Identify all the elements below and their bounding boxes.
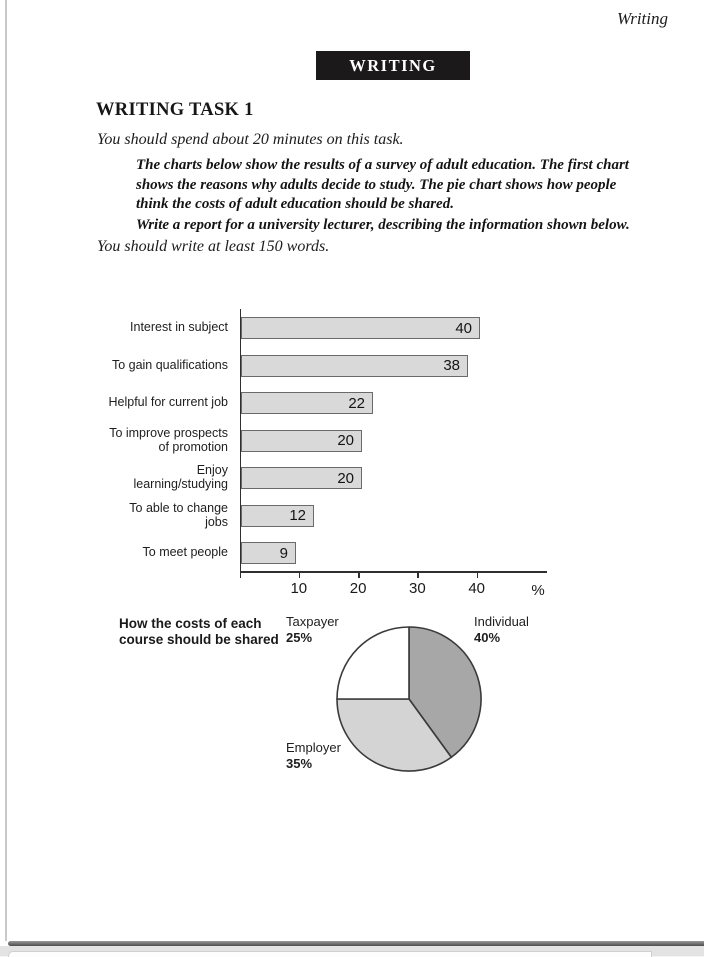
bar-category-label: Helpful for current job [108, 395, 228, 409]
x-axis-tick-label: 30 [409, 580, 426, 597]
bar [241, 505, 314, 527]
pie-title-line: How the costs of each [119, 616, 262, 631]
pie-label-name: Taxpayer [286, 614, 339, 629]
x-axis-tick-mark [417, 573, 419, 578]
task-prompt-line: think the costs of adult education should be shared. [136, 196, 454, 212]
running-head: Writing [616, 9, 668, 28]
pie-title-line: course should be shared [119, 632, 279, 647]
bar [241, 430, 362, 452]
word-count-note: You should write at least 150 words. [97, 238, 330, 255]
bar-category-label: To meet people [142, 545, 228, 559]
time-note: You should spend about 20 minutes on this task. [97, 131, 404, 148]
x-axis-line [240, 571, 547, 573]
pie-label-employer [286, 740, 341, 772]
bar-value-label: 40 [455, 319, 472, 337]
pie-label-name: Employer [286, 740, 341, 755]
bar-value-label: 9 [279, 544, 288, 562]
next-page-edge [8, 951, 652, 957]
bar-category-label: Interest in subject [130, 320, 228, 334]
x-axis-tick-mark [477, 573, 479, 578]
pie-slice-taxpayer [337, 627, 409, 699]
x-axis-tick-label: 20 [349, 580, 367, 597]
bar-value-label: 22 [348, 394, 365, 412]
x-axis-tick-mark [240, 573, 242, 578]
x-axis-tick-mark [358, 573, 360, 578]
report-instruction: Write a report for a university lecturer, describing the information shown below. [136, 217, 630, 233]
bar [241, 542, 296, 564]
bar [241, 355, 468, 377]
x-axis-tick-label: 40 [468, 580, 486, 597]
pie-label-individual [474, 614, 529, 646]
bar-value-label: 20 [337, 432, 354, 449]
bar-category-label: To improve prospects of promotion [109, 425, 228, 454]
task-prompt-line: The charts below show the results of a survey of adult education. The first chart [136, 157, 629, 173]
bar [241, 467, 362, 489]
bar-category-label: To able to change jobs [129, 500, 228, 529]
pie-label-name: Individual [474, 614, 529, 629]
section-banner-label: WRITING [349, 55, 437, 75]
pie-chart-title [119, 616, 279, 648]
pie-label-percent: 25% [286, 630, 313, 645]
pie-label-percent: 40% [474, 630, 501, 645]
pie-label-taxpayer [286, 614, 339, 646]
bar-value-label: 38 [443, 357, 460, 374]
x-axis-tick-mark [299, 573, 301, 578]
task-prompt [136, 156, 629, 215]
pie-label-percent: 35% [286, 756, 313, 771]
bar-category-label: Enjoy learning/studying [133, 463, 228, 491]
x-axis-unit-label: % [531, 582, 545, 599]
page-left-edge [5, 0, 7, 941]
pie-graphic [334, 624, 484, 774]
task-prompt-line: shows the reasons why adults decide to study. The pie chart shows how people [136, 176, 617, 193]
x-axis-tick-label: 10 [290, 580, 308, 597]
bar-category-label: To gain qualifications [111, 357, 228, 372]
bar [241, 392, 373, 414]
section-banner [316, 51, 470, 80]
y-axis-line [240, 309, 242, 572]
bar-value-label: 20 [337, 469, 354, 487]
task-title: WRITING TASK 1 [96, 100, 254, 120]
bar-value-label: 12 [289, 507, 306, 524]
bar [241, 317, 480, 339]
